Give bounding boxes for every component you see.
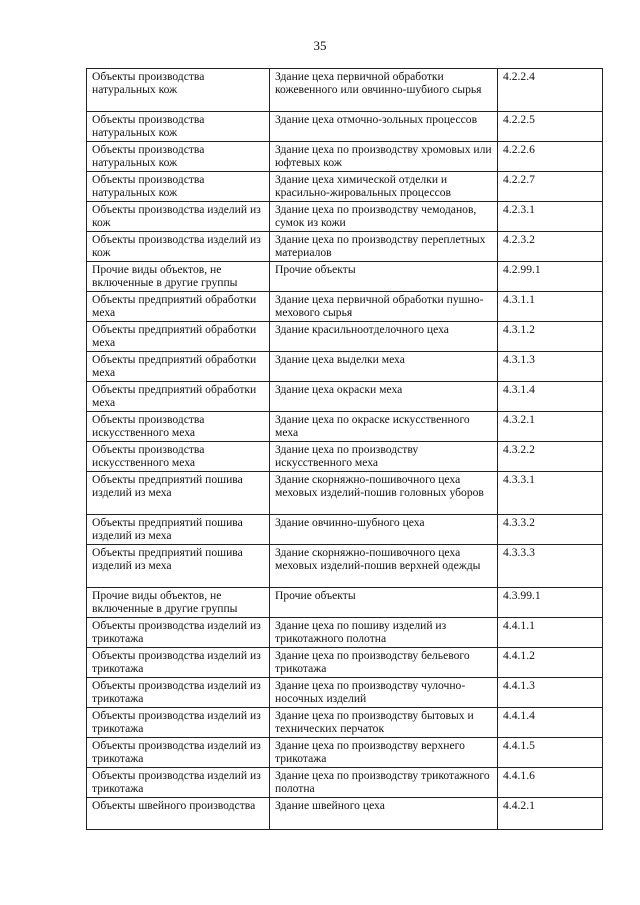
object-cell: Здание цеха по производству хромовых или юфтевых кож (270, 142, 498, 172)
object-cell: Здание красильноотделочного цеха (270, 322, 498, 352)
group-cell: Объекты предприятий обработки меха (87, 382, 270, 412)
object-cell: Прочие объекты (270, 588, 498, 618)
object-cell: Здание цеха по производству искусственного меха (270, 442, 498, 472)
code-cell: 4.2.3.2 (498, 232, 603, 262)
table-row (87, 292, 603, 322)
object-cell: Здание цеха по производству бельевого трикотажа (270, 648, 498, 678)
table-row (87, 322, 603, 352)
code-cell: 4.2.2.5 (498, 112, 603, 142)
group-cell: Объекты швейного производства (87, 798, 270, 830)
table-row (87, 142, 603, 172)
code-cell: 4.2.2.4 (498, 69, 603, 112)
table-row (87, 442, 603, 472)
code-cell: 4.4.1.2 (498, 648, 603, 678)
table-row (87, 412, 603, 442)
table-row (87, 232, 603, 262)
object-cell: Здание цеха по производству верхнего трикотажа (270, 738, 498, 768)
code-cell: 4.4.1.1 (498, 618, 603, 648)
table-row (87, 202, 603, 232)
table-row (87, 69, 603, 112)
table-row (87, 112, 603, 142)
group-cell: Объекты предприятий пошива изделий из меха (87, 515, 270, 545)
group-cell: Объекты производства изделий из трикотажа (87, 708, 270, 738)
group-cell: Объекты производства натуральных кож (87, 69, 270, 112)
object-cell: Здание цеха по производству переплетных материалов (270, 232, 498, 262)
table-row (87, 382, 603, 412)
code-cell: 4.3.2.2 (498, 442, 603, 472)
code-cell: 4.3.2.1 (498, 412, 603, 442)
table-row (87, 588, 603, 618)
object-cell: Здание цеха по производству чемоданов, сумок из кожи (270, 202, 498, 232)
code-cell: 4.3.3.1 (498, 472, 603, 515)
code-cell: 4.3.3.3 (498, 545, 603, 588)
group-cell: Объекты предприятий пошива изделий из меха (87, 472, 270, 515)
code-cell: 4.4.1.4 (498, 708, 603, 738)
object-cell: Здание цеха окраски меха (270, 382, 498, 412)
table-row (87, 262, 603, 292)
table-row (87, 172, 603, 202)
object-cell: Здание цеха по производству чулочно-носочных изделий (270, 678, 498, 708)
group-cell: Объекты производства изделий из кож (87, 202, 270, 232)
group-cell: Объекты производства искусственного меха (87, 442, 270, 472)
object-cell: Здание швейного цеха (270, 798, 498, 830)
table-row (87, 768, 603, 798)
table-row (87, 648, 603, 678)
code-cell: 4.2.99.1 (498, 262, 603, 292)
code-cell: 4.3.1.4 (498, 382, 603, 412)
classification-table (86, 68, 603, 830)
code-cell: 4.2.3.1 (498, 202, 603, 232)
table-row (87, 545, 603, 588)
object-cell: Здание цеха по производству бытовых и технических перчаток (270, 708, 498, 738)
group-cell: Объекты предприятий обработки меха (87, 352, 270, 382)
code-cell: 4.3.99.1 (498, 588, 603, 618)
object-cell: Здание цеха по пошиву изделий из трикотажного полотна (270, 618, 498, 648)
code-cell: 4.3.1.2 (498, 322, 603, 352)
code-cell: 4.2.2.7 (498, 172, 603, 202)
group-cell: Объекты производства изделий из трикотажа (87, 768, 270, 798)
table-body (87, 69, 603, 830)
object-cell: Здание цеха по производству трикотажного полотна (270, 768, 498, 798)
code-cell: 4.4.2.1 (498, 798, 603, 830)
group-cell: Объекты производства изделий из кож (87, 232, 270, 262)
object-cell: Здание цеха отмочно-зольных процессов (270, 112, 498, 142)
group-cell: Объекты предприятий обработки меха (87, 292, 270, 322)
group-cell: Прочие виды объектов, не включенные в другие группы (87, 588, 270, 618)
group-cell: Объекты предприятий пошива изделий из меха (87, 545, 270, 588)
code-cell: 4.3.1.1 (498, 292, 603, 322)
code-cell: 4.4.1.3 (498, 678, 603, 708)
code-cell: 4.3.1.3 (498, 352, 603, 382)
object-cell: Здание цеха по окраске искусственного меха (270, 412, 498, 442)
table-row (87, 515, 603, 545)
code-cell: 4.3.3.2 (498, 515, 603, 545)
group-cell: Объекты предприятий обработки меха (87, 322, 270, 352)
group-cell: Объекты производства изделий из трикотажа (87, 618, 270, 648)
object-cell: Здание цеха первичной обработки пушно-мехового сырья (270, 292, 498, 322)
code-cell: 4.4.1.5 (498, 738, 603, 768)
object-cell: Прочие объекты (270, 262, 498, 292)
table-row (87, 472, 603, 515)
table-row (87, 352, 603, 382)
group-cell: Объекты производства изделий из трикотажа (87, 678, 270, 708)
group-cell: Объекты производства изделий из трикотажа (87, 648, 270, 678)
table-row (87, 618, 603, 648)
group-cell: Объекты производства изделий из трикотажа (87, 738, 270, 768)
table-row (87, 708, 603, 738)
group-cell: Объекты производства натуральных кож (87, 172, 270, 202)
page-number: 35 (313, 38, 327, 53)
object-cell: Здание скорняжно-пошивочного цеха меховых изделий-пошив головных уборов (270, 472, 498, 515)
group-cell: Объекты производства натуральных кож (87, 142, 270, 172)
group-cell: Прочие виды объектов, не включенные в другие группы (87, 262, 270, 292)
table-row (87, 798, 603, 830)
object-cell: Здание цеха выделки меха (270, 352, 498, 382)
object-cell: Здание цеха химической отделки и красильно-жировальных процессов (270, 172, 498, 202)
code-cell: 4.4.1.6 (498, 768, 603, 798)
group-cell: Объекты производства натуральных кож (87, 112, 270, 142)
table-row (87, 678, 603, 708)
group-cell: Объекты производства искусственного меха (87, 412, 270, 442)
object-cell: Здание скорняжно-пошивочного цеха меховых изделий-пошив верхней одежды (270, 545, 498, 588)
code-cell: 4.2.2.6 (498, 142, 603, 172)
table-row (87, 738, 603, 768)
object-cell: Здание цеха первичной обработки кожевенного или овчинно-шубиого сырья (270, 69, 498, 112)
object-cell: Здание овчинно-шубного цеха (270, 515, 498, 545)
